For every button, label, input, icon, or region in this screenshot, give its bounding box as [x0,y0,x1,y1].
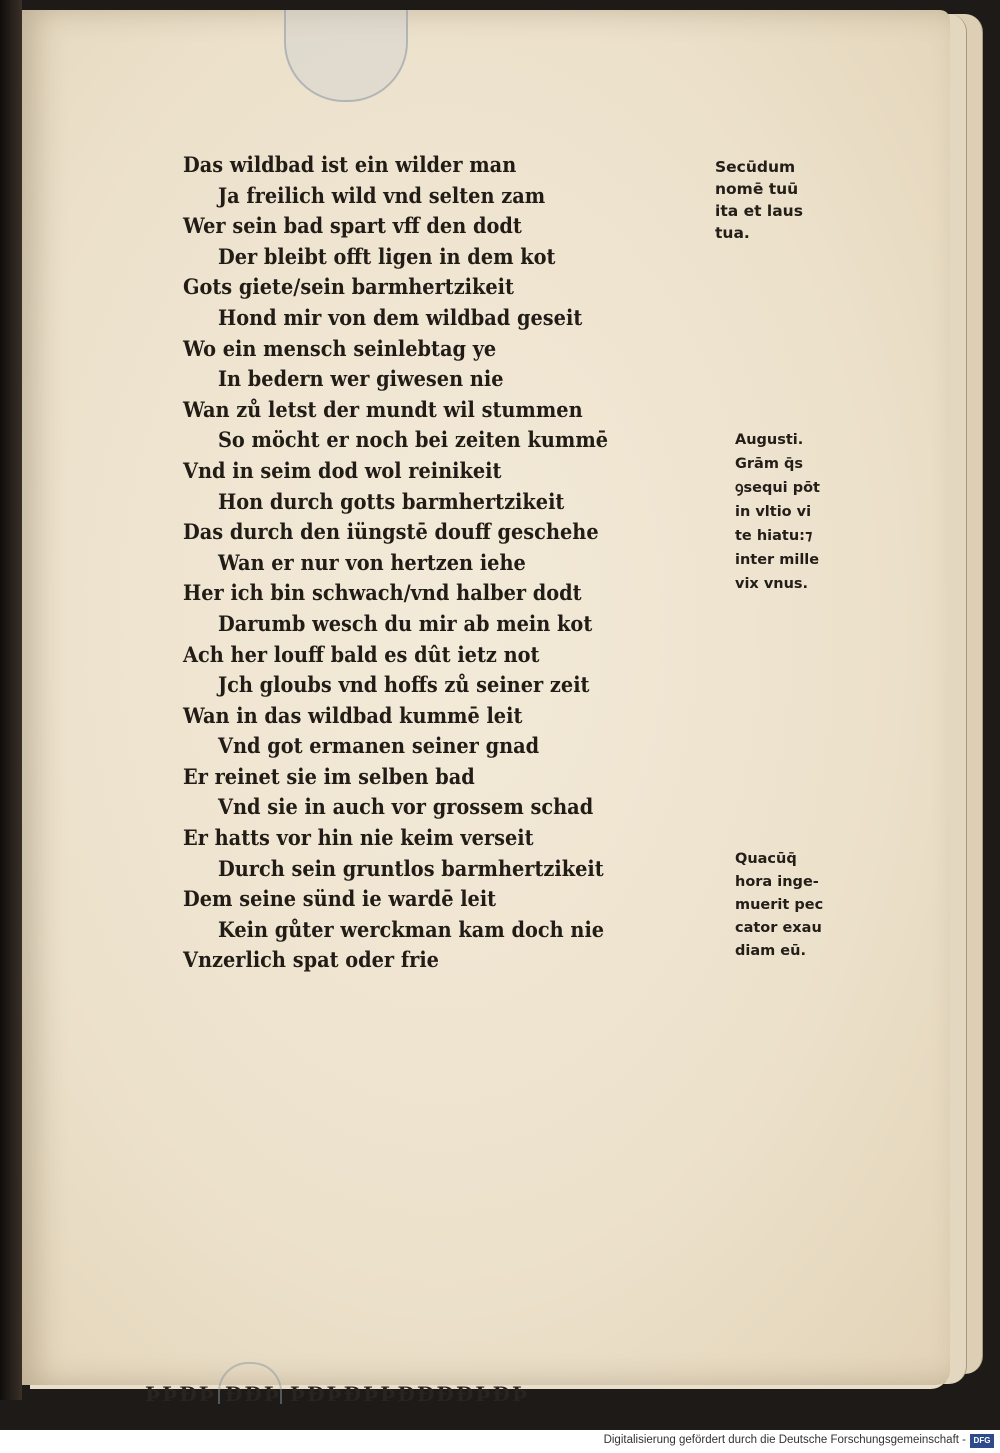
gloss-line: Quacūq̄ [735,851,797,867]
verse-line: Hond mir von dem wildbad geseit [217,304,583,330]
verse-line: Darumb wesch du mir ab mein kot [217,610,593,636]
verse-column [183,150,683,976]
marginal-gloss [735,848,823,963]
verse-line: Hon durch gotts barmhertzikeit [217,488,565,514]
verse-line: Das wildbad ist ein wilder man [183,152,517,177]
gloss-line: in vltio vi [735,504,812,520]
gloss-line: ꝯsequi pōt [735,480,820,496]
gloss-line: Grām q̄s [735,456,804,472]
gloss-line: muerit pec [735,897,824,913]
gloss-line: tua. [715,224,750,242]
verse-line: Vnzerlich spat oder frie [183,947,439,973]
gloss-line: Augusti. [735,432,804,448]
gloss-line: cator exau [735,920,822,936]
verse-line: Gots giete/sein barmhertzikeit [183,274,514,300]
verse-line: Kein gůter werckman kam doch nie [217,916,605,942]
verse-line: Wan er nur von hertzen iehe [217,549,526,575]
footer-credit: Digitalisierung gefördert durch die Deutsche Forschungsgemeinschaft - [603,1434,966,1446]
verse-line: Wer sein bad spart vff den dodt [183,213,522,239]
gloss-line: Secūdum [715,158,796,176]
verse-line: So möcht er noch bei zeiten kummē [217,427,609,453]
verse-line: Der bleibt offt ligen in dem kot [217,243,556,269]
verse-line: Her ich bin schwach/vnd halber dodt [183,580,582,606]
verse-line: Dem seine sünd ie wardē leit [183,886,497,912]
verse-line: Vnd got ermanen seiner gnad [217,733,540,759]
marginal-gloss [735,428,820,596]
verse-line: Durch sein gruntlos barmhertzikeit [217,855,604,881]
verse-line: Ja freilich wild vnd selten zam [217,182,546,208]
dfg-logo-icon: DFG [970,1434,994,1448]
gloss-line: ita et laus [715,202,803,220]
verse-line: Wo ein mensch seinlebtag ye [183,335,497,361]
gloss-line: vix vnus. [735,576,809,592]
verse-line: Er reinet sie im selben bad [183,763,475,789]
gloss-line: te hiatu:⁊ [735,528,813,544]
verse-line: Wan zů letst der mundt wil stummen [183,396,583,422]
page-clip-icon [284,10,408,102]
verse-line: In bedern wer giwesen nie [217,366,504,392]
verse-line: Vnd in seim dod wol reinikeit [183,457,502,483]
verse-line: Das durch den iüngstē douff geschehe [183,519,599,545]
gloss-line: hora inge- [735,874,819,890]
verse-line: Ach her louff bald es dût ietz not [183,641,540,667]
gloss-line: diam eū. [735,943,806,959]
gloss-line: inter mille [735,552,820,568]
verse-line: Jch gloubs vnd hoffs zů seiner zeit [217,672,590,698]
gloss-line: nomē tuū [715,180,799,198]
verse-line: Er hatts vor hin nie keim verseit [183,825,534,851]
verse-line: Vnd sie in auch vor grossem schad [217,794,594,820]
book-binding [0,0,22,1400]
marginal-gloss [715,156,803,244]
footer-bar [0,1430,1000,1453]
verse-line: Wan in das wildbad kummē leit [183,702,523,728]
next-page-bleed-text: ÞÞÐÞ ÐÐÞ ÞÐÞÐÞÞÐÐÐÐÞÐÞ [145,1382,530,1402]
